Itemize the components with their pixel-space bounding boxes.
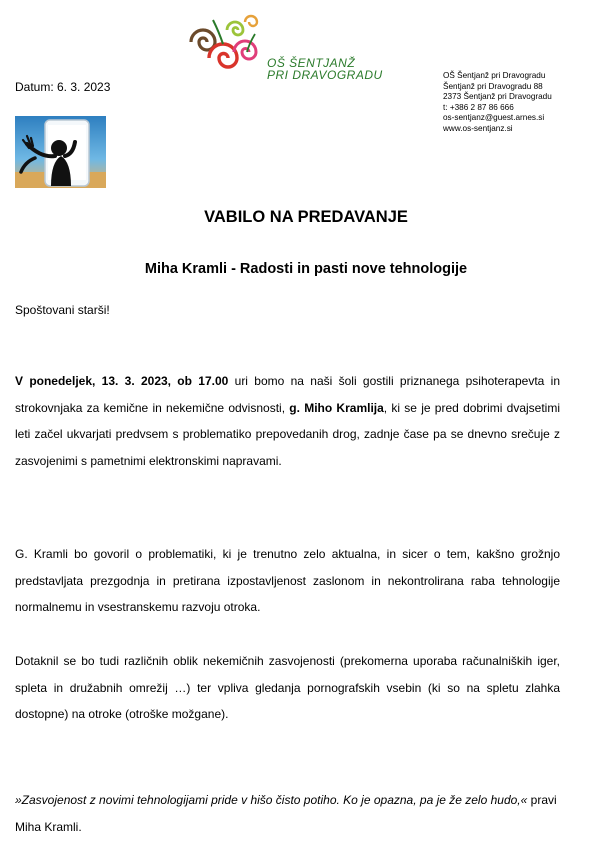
- contact-website: www.os-sentjanz.si: [443, 123, 513, 133]
- quote-text: »Zasvojenost z novimi tehnologijami pride v hišo čisto potiho. Ko je opazna, pa je že zelo hudo,«: [15, 793, 528, 807]
- paragraph-topic: [15, 541, 560, 621]
- intro-text-part1: uri bomo na naši šoli gostili priznanega psihoterapevta in strokovnjaka za kemične in nekemične odvisnosti,: [15, 374, 560, 415]
- quote-text-wrapper: [15, 787, 560, 840]
- contact-phone: t: +386 2 87 86 666: [443, 102, 514, 112]
- speaker-name: g. Miho Kramlija: [289, 400, 384, 415]
- contact-block: [443, 71, 552, 135]
- event-date-time: V ponedeljek, 13. 3. 2023, ob 17.00: [15, 374, 229, 388]
- school-logo-emblem-icon: [185, 12, 267, 82]
- contact-email: os-sentjanz@guest.arnes.si: [443, 113, 545, 123]
- paragraph-topic-text: G. Kramli bo govoril o problematiki, ki je trenutno zelo aktualna, in sicer o tem, kakšno grožnjo predstavljata prezgodnja in pretirana izpostavljenost zaslonom in nekontrolirana raba tehnologije normalnemu in vsestranskemu razvoju otroka.: [15, 547, 560, 614]
- phone-silhouette-icon: [15, 116, 106, 188]
- paragraph-addictions: [15, 648, 560, 728]
- document-date: Datum: 6. 3. 2023: [15, 80, 111, 94]
- school-logo: [185, 12, 385, 82]
- paragraph-intro-text: [15, 368, 560, 474]
- lecture-subtitle: Miha Kramli - Radosti in pasti nove tehnologije: [144, 261, 468, 277]
- quote-paragraph: [15, 787, 560, 840]
- logo-school-name: OŠ ŠENTJANŽ: [267, 56, 356, 70]
- paragraph-intro: [15, 368, 560, 474]
- contact-address-line1: Šentjanž pri Dravogradu 88: [443, 81, 543, 91]
- greeting: Spoštovani starši!: [15, 303, 110, 317]
- contact-address-line2: 2373 Šentjanž pri Dravogradu: [443, 92, 552, 102]
- contact-school-name: OŠ Šentjanž pri Dravogradu: [443, 71, 546, 80]
- quote-attribution: pravi Miha Kramli.: [15, 793, 557, 834]
- smartphone-addiction-image: [15, 116, 106, 188]
- page-title: VABILO NA PREDAVANJE: [204, 208, 408, 226]
- paragraph-addictions-text: Dotaknil se bo tudi različnih oblik nekemičnih zasvojenosti (prekomerna uporaba računalniških iger, spleta in družabnih omrežij …) ter vpliva gledanja pornografskih vsebin (ki so na spletu zlahka dostopne) na otroke (otroške možgane).: [15, 654, 560, 721]
- intro-text-part2: , ki se je pred dobrimi dvajsetimi leti začel ukvarjati predvsem s problematiko prepovedanih drog, zadnje čase pa se dnevno srečuje z zasvojenimi s pametnimi elektronskimi napravami.: [15, 400, 561, 468]
- logo-school-location: PRI DRAVOGRADU: [267, 68, 383, 82]
